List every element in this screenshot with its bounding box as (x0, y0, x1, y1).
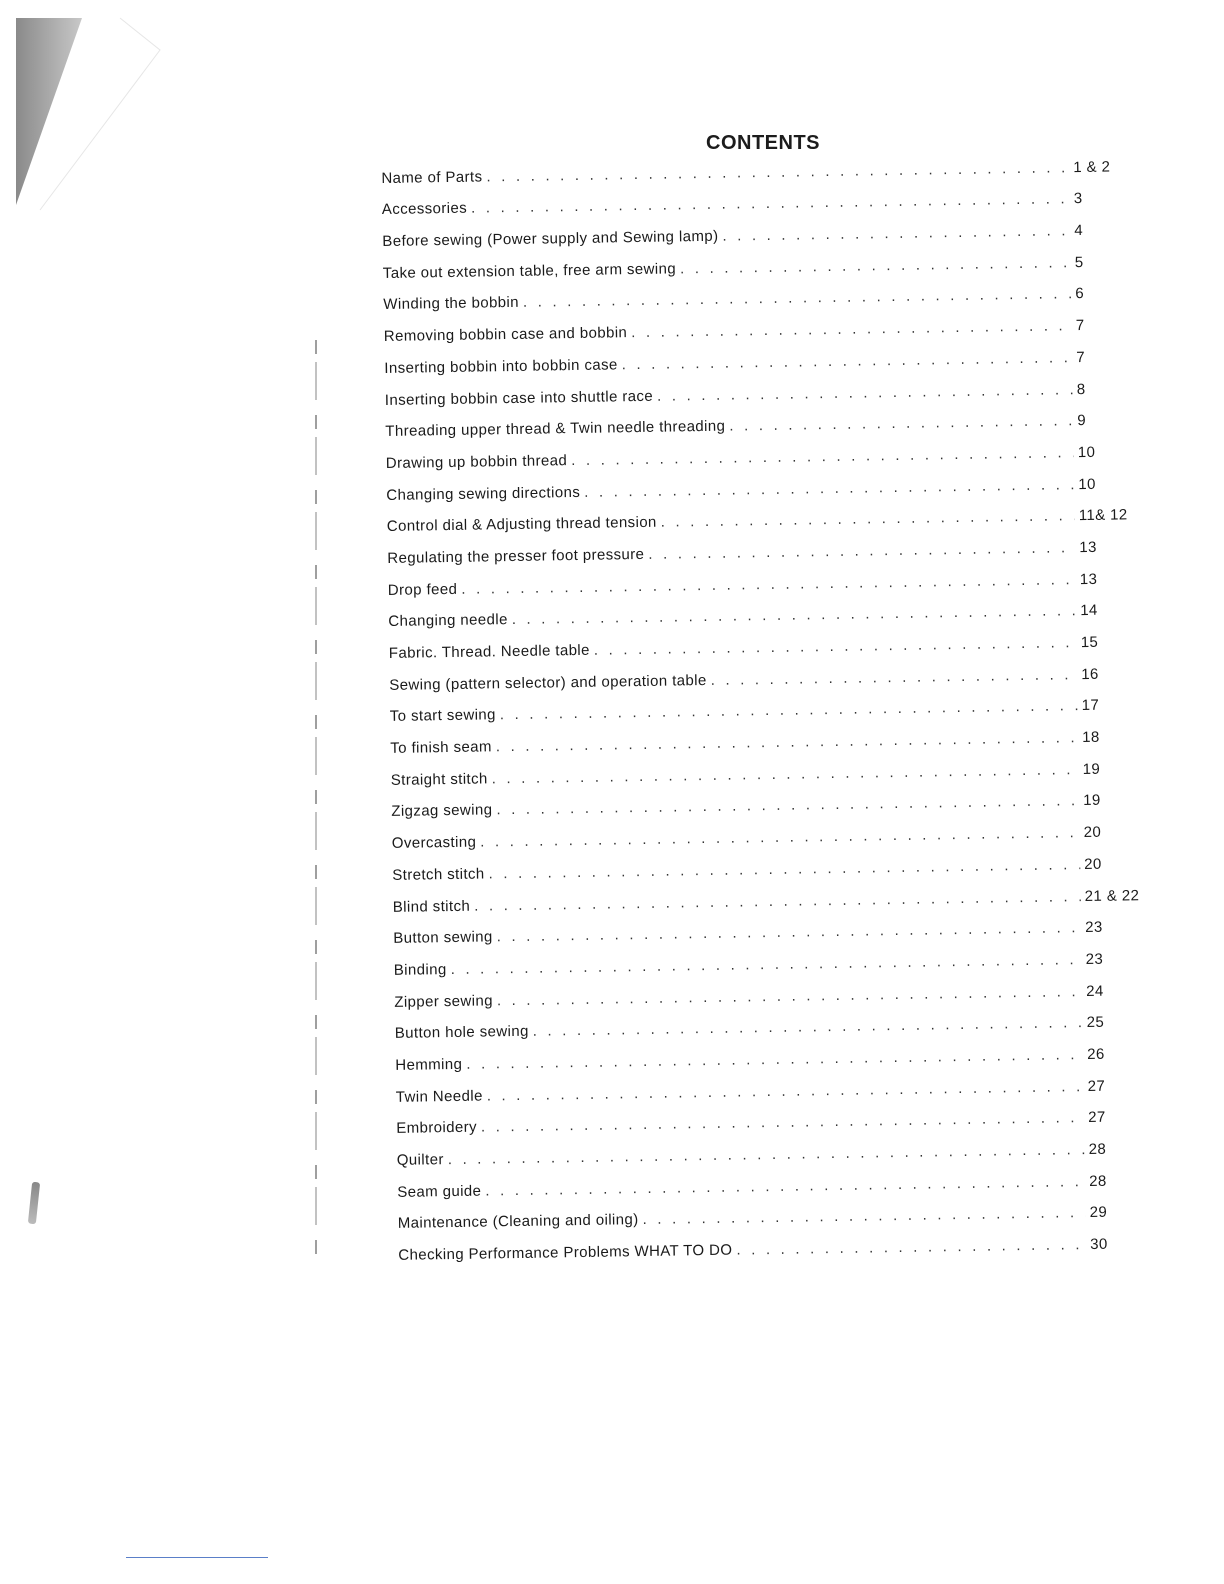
toc-entry-title: Take out extension table, free arm sewing (382, 260, 677, 282)
toc-entry-page: 9 (1077, 412, 1087, 430)
toc-entry-page: 13 (1079, 538, 1097, 557)
toc-entry-title: Quilter (396, 1151, 444, 1169)
toc-entry-title: Winding the bobbin (383, 294, 520, 314)
toc-entry-title: Drop feed (387, 580, 458, 599)
toc-entry-page: 17 (1081, 697, 1100, 715)
toc-entry-title: Twin Needle (395, 1087, 483, 1106)
toc-entry-page: 11& 12 (1078, 506, 1128, 525)
toc-entry-title: Changing sewing directions (386, 483, 581, 504)
toc-entry-page: 3 (1073, 190, 1083, 208)
toc-entry-page: 20 (1083, 823, 1102, 842)
toc-entry-page: 7 (1076, 348, 1086, 366)
toc-entry-page: 10 (1077, 443, 1096, 461)
toc-entry-title: Button hole sewing (394, 1023, 529, 1043)
toc-entry-title: Regulating the presser foot pressure (387, 545, 645, 567)
toc-entry-page: 18 (1082, 728, 1100, 747)
toc-entry-page: 25 (1086, 1013, 1105, 1032)
toc-entry-page: 16 (1081, 665, 1099, 683)
toc-entry-page: 24 (1086, 982, 1104, 1000)
toc-entry-title: Button sewing (393, 928, 493, 948)
toc-entry-title: Drawing up bobbin thread (385, 451, 568, 472)
toc-entry-page: 4 (1074, 222, 1084, 240)
toc-entry-title: Removing bobbin case and bobbin (383, 324, 628, 346)
toc-entry-page: 20 (1084, 855, 1102, 873)
scan-corner-shadow (0, 0, 200, 230)
toc-entry-page: 23 (1085, 950, 1104, 968)
toc-entry-page: 19 (1083, 792, 1101, 810)
toc-entry-title: Name of Parts (381, 168, 483, 187)
toc-entry-title: Control dial & Adjusting thread tension (386, 513, 657, 536)
toc-entry-title: Zipper sewing (394, 991, 494, 1011)
toc-entry-page: 15 (1080, 633, 1099, 652)
toc-entry-title: Fabric. Thread. Needle table (388, 641, 590, 662)
toc-entry-page: 1 & 2 (1073, 158, 1111, 176)
toc-entry-page: 19 (1082, 760, 1101, 778)
toc-entry-title: Threading upper thread & Twin needle threading (385, 417, 726, 441)
toc-entry-page: 27 (1088, 1109, 1106, 1127)
toc-entry-page: 30 (1090, 1235, 1108, 1254)
toc-entry-title: Sewing (pattern selector) and operation table (389, 671, 707, 694)
toc-leader-dots (736, 1236, 1086, 1258)
page-title: CONTENTS (706, 132, 820, 154)
table-of-contents (381, 143, 1138, 1264)
scan-binding-line (315, 340, 317, 1260)
toc-entry-title: Zigzag sewing (391, 801, 493, 821)
toc-entry-page: 8 (1076, 380, 1086, 398)
toc-entry-title: Stretch stitch (392, 865, 485, 884)
toc-entry-page: 21 & 22 (1084, 886, 1140, 905)
toc-entry-page: 27 (1087, 1077, 1106, 1095)
toc-entry-title: Maintenance (Cleaning and oiling) (397, 1211, 639, 1233)
toc-entry-title: Inserting bobbin into bobbin case (384, 356, 618, 377)
toc-entry-title: Seam guide (397, 1182, 482, 1201)
toc-entry-page: 10 (1078, 475, 1096, 493)
toc-entry-page: 13 (1079, 570, 1098, 588)
toc-entry-title: Embroidery (396, 1118, 478, 1138)
toc-entry-title: Overcasting (391, 833, 477, 853)
toc-entry-title: Accessories (381, 200, 468, 219)
toc-entry-title: Blind stitch (392, 897, 471, 916)
toc-entry-title: Before sewing (Power supply and Sewing lamp) (382, 227, 719, 251)
toc-entry-page: 28 (1088, 1140, 1107, 1159)
toc-entry-page: 6 (1075, 285, 1085, 303)
toc-entry-title: Changing needle (388, 611, 508, 631)
toc-entry-title: Hemming (395, 1055, 463, 1074)
toc-entry-title: To finish seam (390, 738, 492, 757)
toc-entry-title: Straight stitch (390, 770, 488, 789)
toc-entry-title: Checking Performance Problems WHAT TO DO (398, 1241, 733, 1264)
toc-entry-page: 14 (1080, 602, 1098, 620)
toc-entry-page: 29 (1089, 1204, 1108, 1222)
scan-smudge (28, 1182, 40, 1225)
toc-entry-title: Binding (393, 960, 447, 979)
toc-entry-page: 7 (1075, 317, 1085, 335)
toc-entry-page: 5 (1074, 253, 1084, 271)
toc-entry-title: Inserting bobbin case into shuttle race (384, 387, 654, 409)
toc-entry-page: 28 (1089, 1172, 1107, 1190)
toc-entry-title: To start sewing (389, 706, 496, 726)
toc-entry-page: 26 (1087, 1045, 1105, 1063)
scan-bottom-line (126, 1557, 268, 1558)
toc-entry-page: 23 (1085, 918, 1103, 937)
